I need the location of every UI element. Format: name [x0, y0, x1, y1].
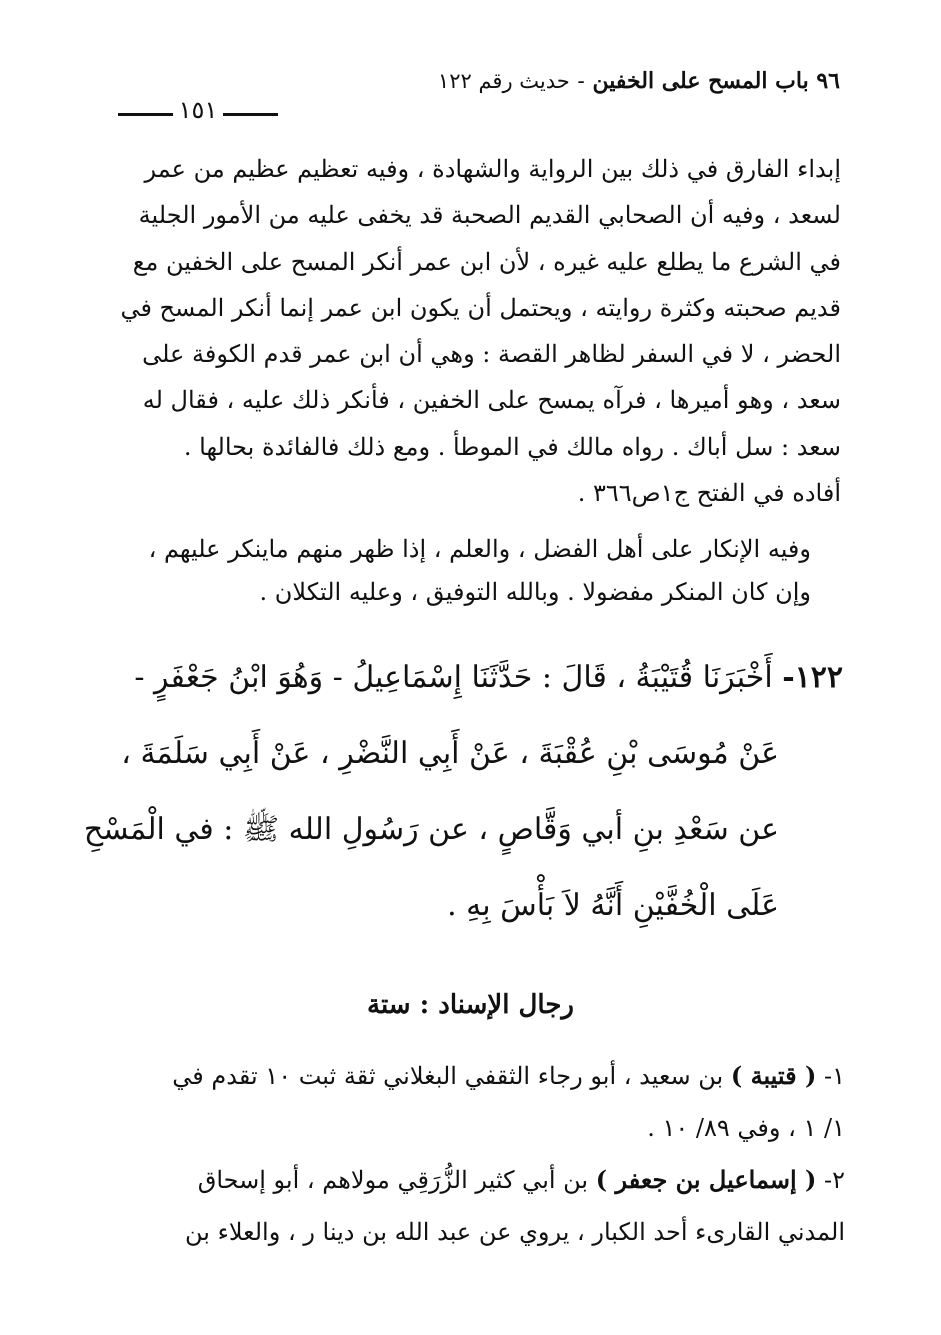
narrator-index: ١-: [824, 1062, 845, 1090]
narrator-entry-continued: ١/ ١ ، وفي ٨٩/ ١٠ .: [647, 1114, 845, 1142]
lesson-line: وفيه الإنكار على أهل الفضل ، والعلم ، إذا ظهر منهم ماينكر عليهم ،: [148, 535, 811, 563]
commentary-line: قديم صحبته وكثرة روايته ، ويحتمل أن يكون ابن عمر إنما أنكر المسح في: [120, 293, 841, 322]
page-number-row: [118, 96, 278, 130]
narrators-list: [115, 1050, 845, 1258]
hadith-number: ١٢٢-: [782, 660, 843, 695]
hadith-line: عَنْ مُوسَى بْنِ عُقْبَةَ ، عَنْ أَبِي النَّضْرِ ، عَنْ أَبِي سَلَمَةَ ،: [121, 736, 779, 771]
hadith-reference: حديث رقم ١٢٢: [437, 69, 570, 93]
narrator-entry: [115, 1050, 845, 1102]
commentary-line: سعد ، وهو أميرها ، فرآه يمسح على الخفين ، فأنكر ذلك عليه ، فقال له: [142, 386, 841, 415]
header-rule-left: [118, 113, 173, 116]
hadith-line: عن سَعْدِ بنِ أبي وَقَّاصٍ ، عن رَسُولِ الله ﷺ : في الْمَسْحِ: [83, 812, 779, 847]
lesson-paragraph: [121, 528, 811, 614]
narrator-text: بن أبي كثير الزُّرَقِي مولاهم ، أبو إسحاق: [197, 1166, 589, 1194]
commentary-line: في الشرع ما يطلع عليه غيره ، لأن ابن عمر أنكر المسح على الخفين مع: [132, 247, 841, 276]
narrator-name: ( قتيبة ): [730, 1061, 817, 1090]
hadith-line: عَلَى الْخُفَّيْنِ أَنَّهُ لاَ بَأْسَ بِهِ .: [447, 888, 779, 923]
page-number: ١٥١: [178, 96, 218, 124]
narrator-index: ٢-: [824, 1166, 845, 1194]
commentary-line: إبداء الفارق في ذلك بين الرواية والشهادة ، وفيه تعظيم عظيم من عمر: [144, 155, 841, 183]
commentary-line: أفاده في الفتح ج١ص٣٦٦ .: [577, 479, 841, 508]
narrator-entry: [115, 1154, 845, 1206]
narrator-name: ( إسماعيل بن جعفر ): [595, 1165, 817, 1194]
chapter-title: ٩٦ باب المسح على الخفين: [592, 68, 840, 94]
header-separator: -: [577, 69, 585, 94]
commentary-line: لسعد ، وفيه أن الصحابي القديم الصحبة قد يخفى عليه من الأمور الجلية: [138, 201, 841, 230]
running-header: [430, 68, 840, 94]
lesson-line: وإن كان المنكر مفضولا . وبالله التوفيق ، وعليه التكلان .: [259, 578, 811, 606]
commentary-paragraph: [121, 146, 841, 516]
hadith-text: [83, 640, 843, 944]
narrator-entry-continued: المدني القارىء أحد الكبار ، يروي عن عبد الله بن دينا ر ، والعلاء بن: [184, 1218, 845, 1246]
narrator-text: بن سعيد ، أبو رجاء الثقفي البغلاني ثقة ثبت ١٠ تقدم في: [172, 1062, 724, 1090]
hadith-line-text: أَخْبَرَنَا قُتَيْبَةُ ، قَالَ : حَدَّثَنَا إِسْمَاعِيلُ - وَهُوَ ابْنُ جَعْفَرٍ -: [134, 660, 773, 695]
commentary-line: سعد : سل أباك . رواه مالك في الموطأ . ومع ذلك فالفائدة بحالها .: [183, 432, 841, 461]
section-title: رجال الإسناد : ستة: [367, 990, 574, 1020]
header-rule-right: [223, 113, 278, 116]
hadith-line: [113, 640, 843, 716]
commentary-line: الحضر ، لا في السفر لظاهر القصة : وهي أن ابن عمر قدم الكوفة على: [142, 340, 841, 369]
